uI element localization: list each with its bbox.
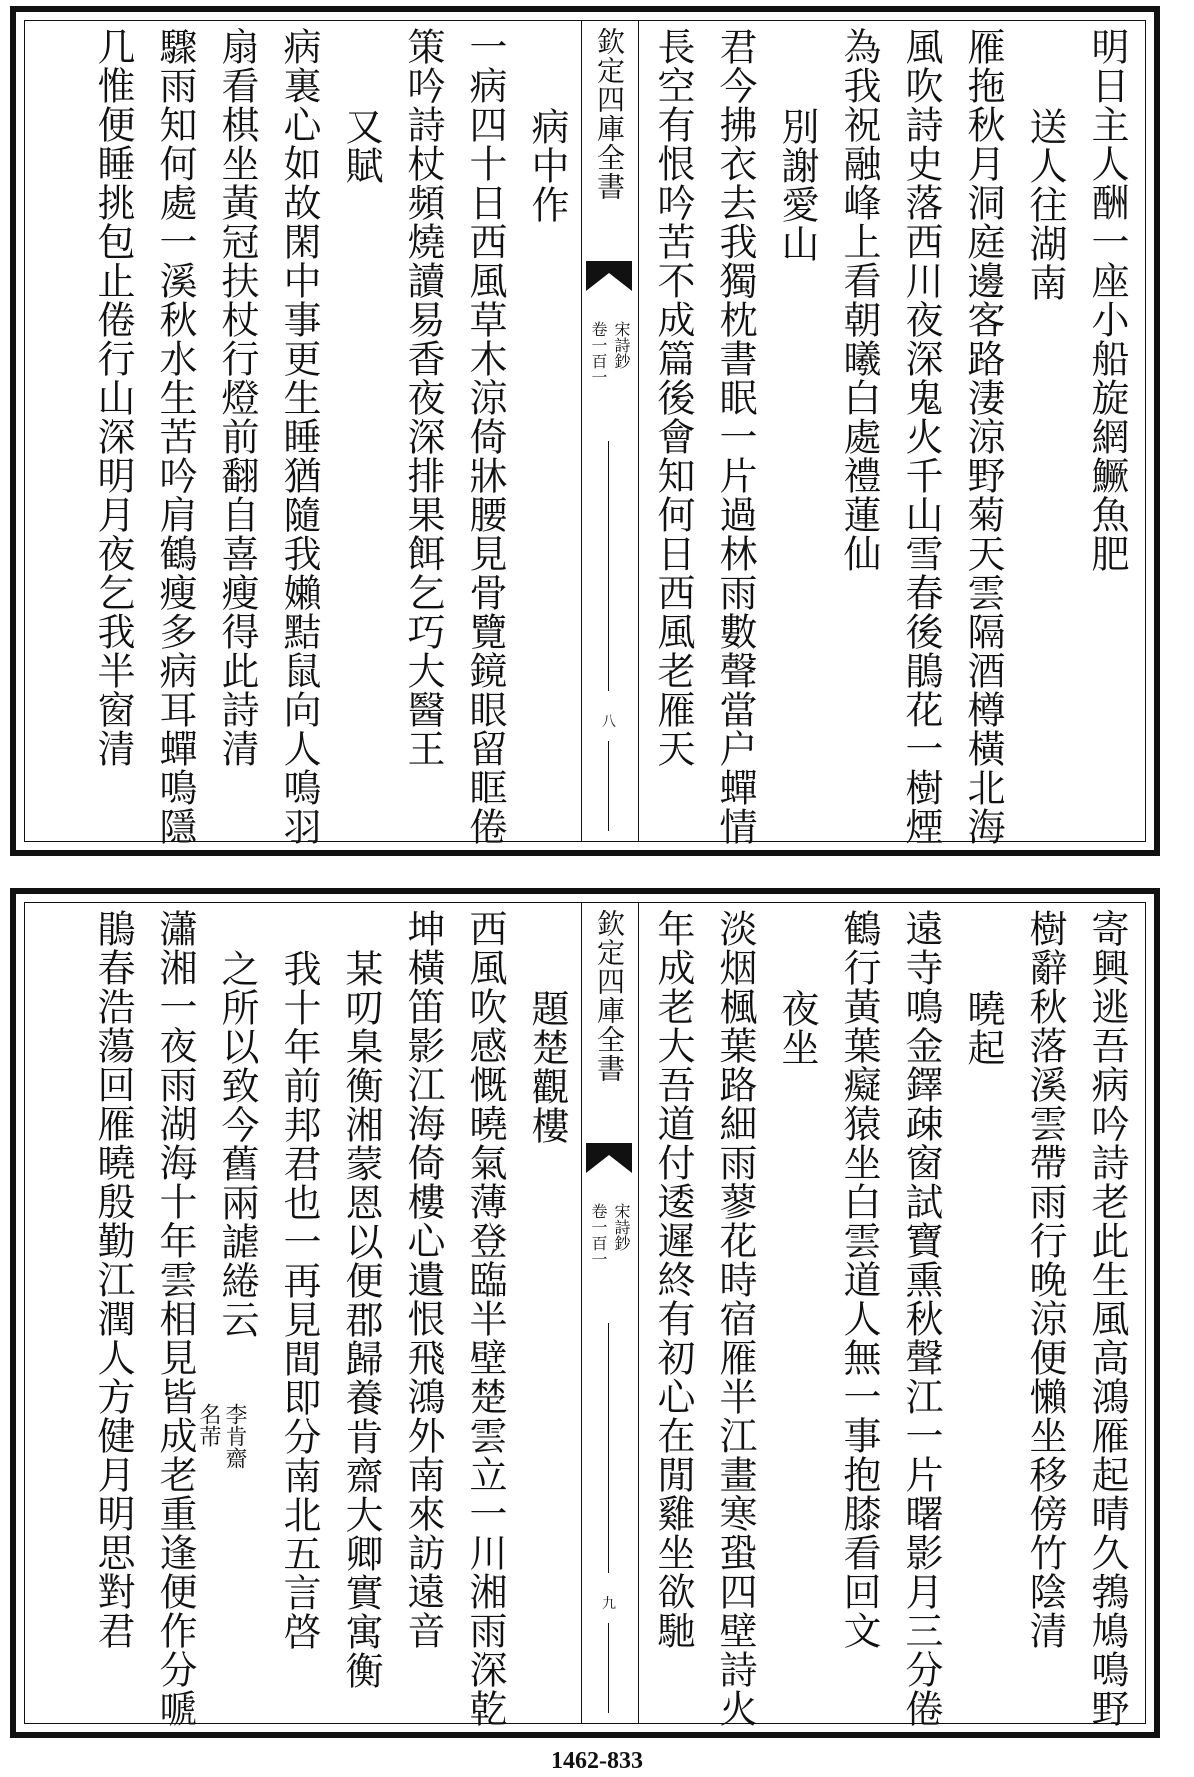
bottom-right-col-1: 寄興逃吾病吟詩老此生風高鴻雁起晴久鵓鳩鳴野 (1085, 909, 1129, 1728)
top-right-col-1: 明日主人酬一座小船旋網鱖魚肥 (1085, 27, 1129, 573)
fish-tail-mark-icon (586, 261, 632, 291)
top-left-col-3: 策吟詩杖頻燒讀易香夜深排果餌乞巧大醫王 (401, 27, 445, 768)
fish-tail-mark-icon (586, 1143, 632, 1173)
bottom-left-col-2: 西風吹感慨曉氣薄登臨半壁楚雲立一川湘雨深乾 (463, 909, 507, 1728)
top-right-col-3: 雁拖秋月洞庭邊客路淒涼野菊天雲隔酒樽橫北海 (961, 27, 1005, 846)
bottom-left-col-3: 坤橫笛影江海倚樓心遺恨飛鴻外南來訪遠音 (401, 909, 445, 1650)
gutter-folio: 九 (602, 1596, 616, 1612)
page-footer-number: 1462-833 (551, 1748, 643, 1774)
gutter-line (608, 441, 609, 691)
gutter-folio: 八 (602, 714, 616, 730)
top-left-col-4: 又賦 (339, 107, 383, 185)
bottom-right-col-3: 曉起 (961, 989, 1005, 1067)
bottom-right-col-8: 年成老大吾道付逶遲終有初心在閒雞坐欲馳 (651, 909, 695, 1650)
top-gutter (581, 21, 639, 841)
bottom-left-col-8: 鵑春浩蕩回雁曉殷勤江潤人方健月明思對君 (91, 909, 135, 1650)
bottom-right-col-2: 樹辭秋落溪雲帶雨行晚涼便懶坐移傍竹陰清 (1023, 909, 1067, 1650)
gutter-volume: 卷一百一 (589, 321, 608, 385)
top-left-col-7: 驟雨知何處一溪秋水生苦吟肩鶴瘦多病耳蟬鳴隱 (153, 27, 197, 846)
gutter-line (608, 1623, 609, 1713)
top-left-col-8: 几惟便睡挑包止倦行山深明月夜乞我半窗清 (91, 27, 135, 768)
annotation-courtesy: 名芾 (196, 1403, 221, 1447)
top-right-col-8: 長空有恨吟苦不成篇後會知何日西風老雁天 (651, 27, 695, 768)
gutter-collection: 宋詩鈔 (612, 321, 631, 369)
top-right-col-2: 送人往湖南 (1023, 107, 1067, 302)
top-left-col-1: 病中作 (525, 107, 569, 224)
top-page-frame (24, 20, 1146, 846)
top-left-col-6: 扇看棋坐黃冠扶杖行燈前翻自喜瘦得此詩清 (215, 27, 259, 768)
gutter-subtitle (588, 321, 631, 385)
bottom-right-col-6: 夜坐 (775, 989, 819, 1067)
top-right-col-6: 別謝愛山 (775, 107, 819, 263)
gutter-subtitle (588, 1203, 631, 1267)
bottom-left-col-1: 題楚觀樓 (525, 989, 569, 1145)
bottom-right-col-4: 遠寺鳴金鐸疎窗試寶熏秋聲江一片曙影月三分倦 (899, 909, 943, 1728)
bottom-right-col-7: 淡烟楓葉路細雨蓼花時宿雁半江畫寒蛩四壁詩火 (713, 909, 757, 1728)
gutter-line (608, 1323, 609, 1573)
annotation-name: 李肯齋 (222, 1403, 247, 1469)
bottom-left-col-6: 之所以致今舊兩謔綣云 (215, 949, 259, 1339)
bottom-left-col-7: 瀟湘一夜雨湖海十年雲相見皆成老重逢便作分嗁 (153, 909, 197, 1728)
gutter-title: 欽定四庫全書 (593, 909, 626, 1083)
top-left-col-2: 一病四十日西風草木涼倚牀腰見骨覽鏡眼留眶倦 (463, 27, 507, 846)
gutter-title: 欽定四庫全書 (593, 27, 626, 201)
bottom-page (10, 888, 1160, 1738)
top-page (10, 6, 1160, 856)
bottom-page-frame (24, 902, 1146, 1728)
bottom-left-col-5: 我十年前邦君也一再見間即分南北五言啓 (277, 949, 321, 1651)
top-right-col-4: 風吹詩史落西川夜深鬼火千山雪春後鵑花一樹煙 (899, 27, 943, 846)
gutter-line (608, 741, 609, 831)
bottom-right-col-5: 鶴行黃葉癡猿坐白雲道人無一事抱膝看回文 (837, 909, 881, 1650)
top-left-col-5: 病裏心如故閑中事更生睡猶隨我嬾黠鼠向人鳴羽 (277, 27, 321, 846)
gutter-collection: 宋詩鈔 (612, 1203, 631, 1251)
gutter-volume: 卷一百一 (589, 1203, 608, 1267)
top-right-col-7: 君今拂衣去我獨枕書眠一片過林雨數聲當户蟬情 (713, 27, 757, 846)
bottom-gutter (581, 903, 639, 1723)
top-right-col-5: 為我祝融峰上看朝曦白處禮蓮仙 (837, 27, 881, 573)
bottom-left-col-4: 某叨臬衡湘蒙恩以便郡歸養肯齋大卿實寓衡 (339, 949, 383, 1690)
